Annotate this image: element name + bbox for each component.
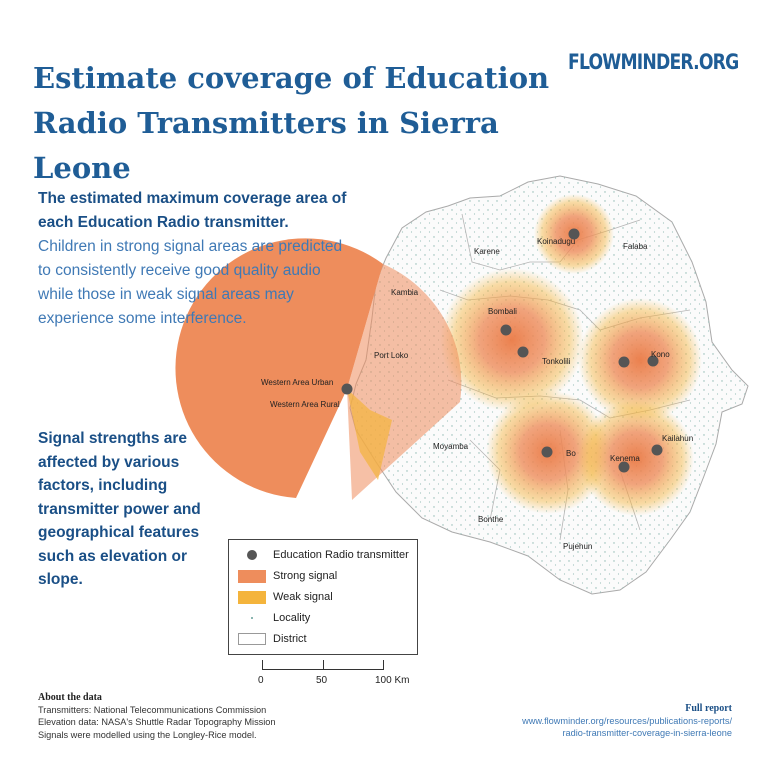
- map-label: Bombali: [488, 307, 517, 316]
- legend-item-transmitter: [237, 546, 409, 564]
- signal-note: Signal strengths are affected by various factors, including transmitter power and geographical features such as elevation or slope.: [38, 430, 201, 588]
- strong-swatch-icon: [237, 570, 267, 583]
- map-label: Western Area Rural: [270, 400, 340, 409]
- legend-item-locality: [237, 609, 310, 627]
- legend-label: Weak signal: [273, 591, 333, 603]
- legend-label: Strong signal: [273, 570, 338, 582]
- map-legend: [228, 539, 418, 655]
- weak-swatch-icon: [237, 591, 267, 604]
- map-label: Western Area Urban: [261, 378, 334, 387]
- legend-item-strong: [237, 567, 337, 585]
- intro-bold: The estimated maximum coverage area of each Education Radio transmitter.: [38, 190, 347, 231]
- full-report: [522, 703, 732, 740]
- map-label: Moyamba: [433, 442, 469, 451]
- map-label: Kenema: [610, 454, 640, 463]
- report-link[interactable]: radio-transmitter-coverage-in-sierra-leone: [562, 728, 732, 739]
- legend-item-district: [237, 630, 307, 648]
- legend-item-weak: [237, 588, 333, 606]
- legend-label: District: [273, 633, 307, 645]
- map-label: Falaba: [623, 242, 648, 251]
- map-label: Tonkolili: [542, 357, 571, 366]
- flowminder-logo: FLOWMINDER.ORG: [568, 50, 739, 74]
- map-label: Karene: [474, 247, 500, 256]
- about-line: Transmitters: National Telecommunications Commission: [38, 705, 267, 716]
- scale-tick: 100 Km: [375, 675, 410, 686]
- map-label: Bonthe: [478, 515, 504, 524]
- map-label: Bo: [566, 449, 576, 458]
- map-label: Kambia: [391, 288, 419, 297]
- map-label: Koinadugu: [537, 237, 576, 246]
- about-line: Signals were modelled using the Longley-Rice model.: [38, 729, 257, 740]
- about-heading: About the data: [38, 692, 102, 703]
- locality-dot-icon: [237, 617, 267, 619]
- page-title: Estimate coverage of Education Radio Transmitters in Sierra Leone: [33, 61, 550, 185]
- transmitter-dot-icon: [237, 550, 267, 560]
- district-box-icon: [237, 633, 267, 645]
- report-link[interactable]: www.flowminder.org/resources/publications-reports/: [522, 716, 732, 727]
- report-heading: Full report: [685, 703, 732, 714]
- scale-tick: 0: [258, 675, 264, 686]
- scale-tick: 50: [316, 675, 328, 686]
- map-label: Kailahun: [662, 434, 694, 443]
- map-label: Pujehun: [563, 542, 593, 551]
- legend-label: Education Radio transmitter: [273, 549, 409, 561]
- intro-light: Children in strong signal areas are predicted to consistently receive good quality audio while those in weak signal areas may experience some interference.: [38, 238, 343, 327]
- intro-text: [38, 187, 348, 331]
- scale-bar: [262, 660, 384, 670]
- legend-label: Locality: [273, 612, 311, 624]
- map-label: Port Loko: [374, 351, 409, 360]
- about-the-data: [38, 692, 276, 741]
- about-line: Elevation data: NASA's Shuttle Radar Topography Mission: [38, 717, 276, 728]
- map-label: Kono: [651, 350, 670, 359]
